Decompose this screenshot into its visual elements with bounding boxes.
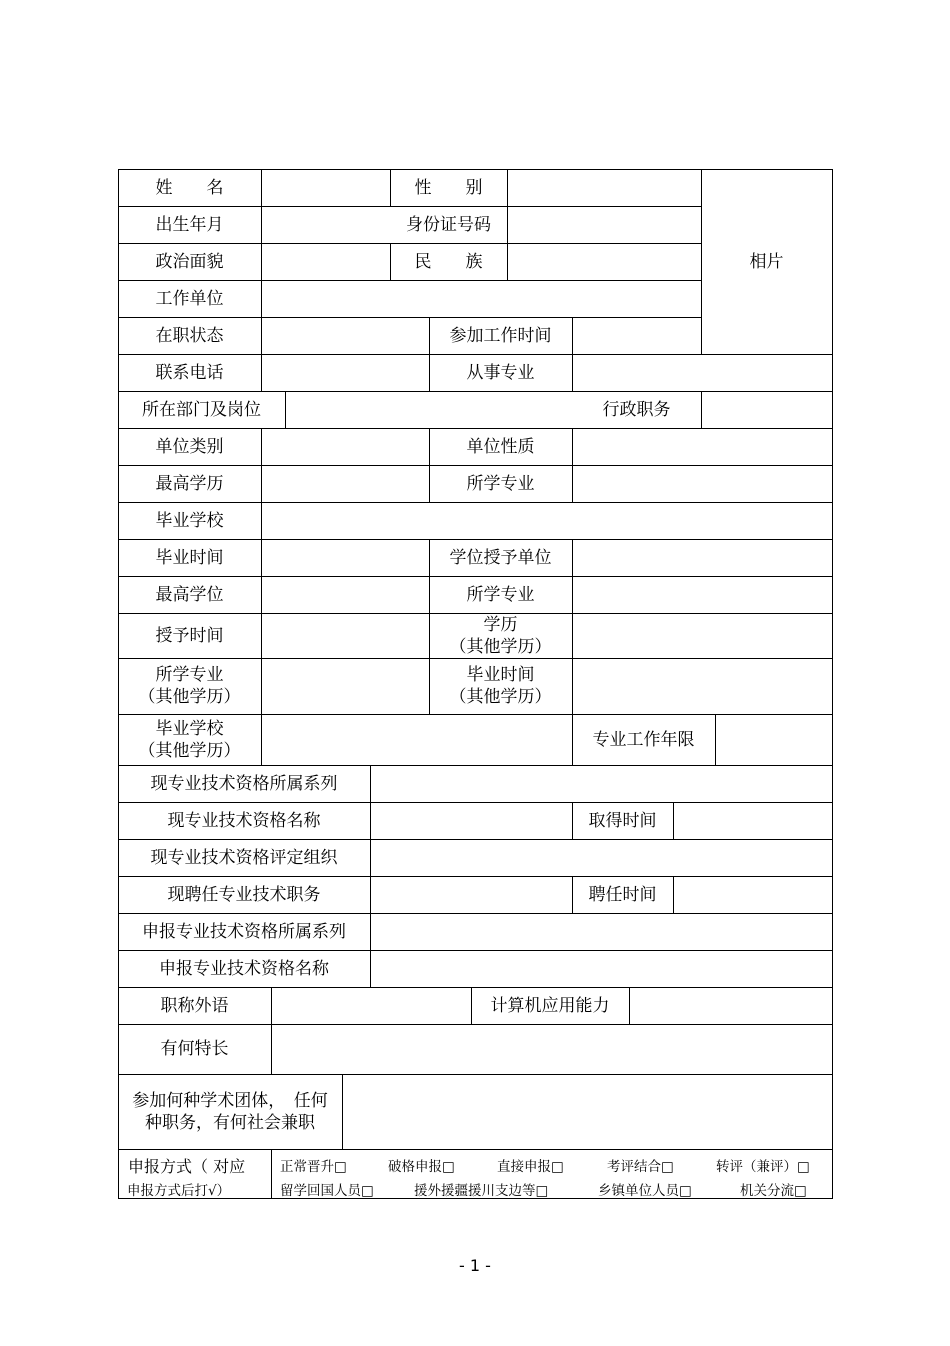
label-work-unit-text [156, 288, 224, 310]
label-work-unit-line: 工作单位 [155, 288, 224, 309]
foreign-lang-value[interactable] [272, 988, 471, 1024]
label-obtain-time [572, 802, 673, 839]
label-grant-time-line: 授予时间 [155, 625, 224, 646]
academic-value[interactable] [343, 1075, 832, 1149]
computer-value[interactable] [630, 988, 832, 1024]
label-ethnicity-line: 民 族 [414, 251, 483, 272]
label-political [118, 243, 261, 280]
label-talents-line: 有何特长 [160, 1039, 229, 1059]
grant-time-value[interactable] [262, 614, 429, 658]
cur-org-value[interactable] [371, 840, 832, 876]
label-academic-line: 参加何种学术团体， 任何 [132, 1090, 328, 1111]
label-gender [390, 169, 507, 206]
label-admin-post [572, 391, 701, 428]
label-cur-series-text [151, 773, 338, 795]
label-hire-time-line: 聘任时间 [588, 884, 657, 905]
dept-post-value[interactable] [286, 392, 572, 428]
label-other-grad-time-text [450, 664, 552, 708]
label-degree-unit [429, 539, 572, 576]
label-major-2-line: 所学专业 [466, 584, 535, 605]
highest-edu-value[interactable] [262, 466, 429, 502]
gender-value[interactable] [508, 170, 701, 206]
label-name [118, 169, 261, 206]
label-other-edu [429, 613, 572, 658]
label-other-grad-time-line: （其他学历） [449, 687, 552, 707]
method-township-checkbox[interactable]: 乡镇单位人员□ [598, 1183, 692, 1199]
label-other-edu-text [450, 614, 552, 658]
label-birth-text [156, 214, 224, 236]
label-cur-org [118, 839, 370, 876]
talents-value[interactable] [272, 1025, 832, 1074]
label-admin-post-line: 行政职务 [602, 399, 671, 420]
label-other-major-line: 所学专业 [155, 665, 224, 685]
label-photo-text [750, 251, 784, 273]
ethnicity-value[interactable] [508, 244, 701, 280]
label-other-school-line: （其他学历） [138, 740, 241, 761]
admin-post-value[interactable] [702, 392, 832, 428]
hire-time-value[interactable] [674, 877, 832, 913]
label-specialty [429, 354, 572, 391]
label-grant-time [118, 613, 261, 658]
method-title: 申报方式（ 对应 [128, 1157, 246, 1176]
label-phone [118, 354, 261, 391]
grad-school-value[interactable] [262, 503, 832, 539]
label-birth-line: 出生年月 [155, 214, 224, 235]
label-gender-text [415, 177, 483, 199]
obtain-time-value[interactable] [674, 803, 832, 839]
label-name-text [156, 177, 224, 199]
label-academic-line: 种职务，有何社会兼职 [145, 1112, 315, 1133]
label-apply-series-line: 申报专业技术资格所属系列 [142, 921, 346, 942]
label-work-years-text [593, 729, 695, 751]
grad-time-value[interactable] [262, 540, 429, 576]
work-start-value[interactable] [573, 318, 701, 354]
label-other-grad-time [429, 658, 572, 714]
label-unit-category-line: 单位类别 [155, 436, 224, 457]
apply-series-value[interactable] [371, 914, 832, 950]
label-grad-time-line: 毕业时间 [155, 547, 224, 568]
grid-hline [118, 1149, 833, 1150]
label-cur-org-text [151, 847, 338, 869]
label-obtain-time-text [589, 810, 657, 832]
other-school-value[interactable] [262, 715, 572, 765]
label-photo-line: 相片 [749, 251, 784, 272]
label-cur-name [118, 802, 370, 839]
unit-category-value[interactable] [262, 429, 429, 465]
label-hire-time [572, 876, 673, 913]
label-other-school-line: 毕业学校 [155, 718, 224, 739]
label-employment-status-line: 在职状态 [155, 325, 224, 346]
label-highest-degree-text [156, 584, 224, 606]
label-academic [118, 1074, 342, 1149]
label-grad-time [118, 539, 261, 576]
label-unit-nature [429, 428, 572, 465]
cur-name-value[interactable] [371, 803, 572, 839]
label-work-years [572, 714, 715, 765]
label-cur-name-text [168, 810, 321, 832]
label-employment-status [118, 317, 261, 354]
method-transfer-checkbox[interactable]: 转评（兼评）□ [716, 1159, 810, 1175]
method-subtitle: 申报方式后打√） [127, 1183, 231, 1199]
major-2-value[interactable] [573, 577, 832, 613]
method-direct-checkbox[interactable]: 直接申报□ [497, 1159, 564, 1175]
label-id-number-text [406, 214, 491, 236]
page-number: - 1 - [459, 1256, 491, 1275]
label-academic-text [132, 1090, 328, 1134]
label-major-1 [429, 465, 572, 502]
label-political-text [156, 251, 224, 273]
label-id-number-line: 身份证号码 [406, 214, 491, 235]
label-computer [471, 987, 629, 1024]
label-major-1-line: 所学专业 [466, 473, 535, 494]
label-degree-unit-text [450, 547, 552, 569]
label-work-unit [118, 280, 261, 317]
method-returnee-checkbox[interactable]: 留学回国人员□ [280, 1183, 374, 1199]
label-other-school [118, 714, 261, 765]
label-cur-post-text [168, 884, 321, 906]
label-birth [118, 206, 261, 243]
label-phone-line: 联系电话 [155, 362, 224, 383]
phone-value[interactable] [262, 355, 429, 391]
label-ethnicity [390, 243, 507, 280]
label-unit-category [118, 428, 261, 465]
label-id-number [390, 206, 507, 243]
label-other-major [118, 658, 261, 714]
label-apply-name [118, 950, 370, 987]
label-specialty-line: 从事专业 [466, 362, 535, 383]
label-other-edu-line: 学历 [483, 614, 518, 635]
label-computer-text [491, 995, 610, 1017]
label-talents-text [161, 1038, 229, 1060]
cur-post-value[interactable] [371, 877, 572, 913]
label-highest-edu-line: 最高学历 [155, 473, 224, 494]
label-foreign-lang-line: 职称外语 [160, 995, 229, 1016]
label-apply-series-text [142, 921, 346, 943]
label-admin-post-text [603, 399, 671, 421]
highest-degree-value[interactable] [262, 577, 429, 613]
political-value[interactable] [262, 244, 390, 280]
id-number-value[interactable] [508, 207, 701, 243]
major-1-value[interactable] [573, 466, 832, 502]
label-name-line: 姓 名 [155, 177, 224, 198]
label-grad-time-text [156, 547, 224, 569]
label-grant-time-text [156, 625, 224, 647]
label-major-2 [429, 576, 572, 613]
label-dept-post-line: 所在部门及岗位 [142, 399, 261, 420]
label-cur-name-line: 现专业技术资格名称 [167, 810, 321, 831]
label-work-start [429, 317, 572, 354]
label-highest-degree-line: 最高学位 [155, 584, 224, 605]
label-work-start-text [450, 325, 552, 347]
label-other-school-text [139, 718, 241, 762]
apply-name-value[interactable] [371, 951, 832, 987]
label-computer-line: 计算机应用能力 [490, 995, 610, 1016]
other-edu-value[interactable] [573, 614, 832, 658]
other-major-value[interactable] [262, 659, 429, 714]
unit-nature-value[interactable] [573, 429, 832, 465]
method-exam-review-checkbox[interactable]: 考评结合□ [607, 1159, 674, 1175]
label-cur-series-line: 现专业技术资格所属系列 [150, 773, 338, 794]
label-specialty-text [467, 362, 535, 384]
grid-vline [271, 1149, 272, 1199]
label-apply-name-line: 申报专业技术资格名称 [159, 958, 329, 979]
method-agency-diversion-checkbox[interactable]: 机关分流□ [740, 1183, 807, 1199]
name-value[interactable] [262, 170, 390, 206]
label-dept-post-text [142, 399, 261, 421]
degree-unit-value[interactable] [573, 540, 832, 576]
label-foreign-lang [118, 987, 271, 1024]
label-cur-post [118, 876, 370, 913]
label-highest-edu [118, 465, 261, 502]
label-unit-nature-text [467, 436, 535, 458]
method-exceptional-checkbox[interactable]: 破格申报□ [388, 1159, 455, 1175]
label-work-start-line: 参加工作时间 [449, 325, 552, 346]
label-major-2-text [467, 584, 535, 606]
label-gender-line: 性 别 [414, 177, 483, 198]
employment-status-value[interactable] [262, 318, 429, 354]
label-highest-edu-text [156, 473, 224, 495]
label-grad-school-text [156, 510, 224, 532]
cur-series-value[interactable] [371, 766, 832, 802]
label-obtain-time-line: 取得时间 [588, 810, 657, 831]
label-major-1-text [467, 473, 535, 495]
label-dept-post [118, 391, 285, 428]
other-grad-time-value[interactable] [573, 659, 832, 714]
label-other-edu-line: （其他学历） [449, 636, 552, 657]
method-aid-frontier-checkbox[interactable]: 援外援疆援川支边等□ [414, 1183, 549, 1199]
label-cur-org-line: 现专业技术资格评定组织 [150, 847, 338, 868]
label-apply-series [118, 913, 370, 950]
label-highest-degree [118, 576, 261, 613]
label-hire-time-text [589, 884, 657, 906]
birth-value[interactable] [262, 207, 390, 243]
specialty-value[interactable] [573, 355, 832, 391]
label-apply-name-text [159, 958, 329, 980]
label-other-grad-time-line: 毕业时间 [466, 665, 535, 685]
label-political-line: 政治面貌 [155, 251, 224, 272]
label-photo [701, 169, 832, 354]
work-unit-value[interactable] [262, 281, 701, 317]
label-employment-status-text [156, 325, 224, 347]
label-other-major-line: （其他学历） [138, 687, 241, 707]
label-cur-post-line: 现聘任专业技术职务 [167, 884, 321, 905]
label-cur-series [118, 765, 370, 802]
label-grad-school [118, 502, 261, 539]
grid-vline [832, 169, 833, 1199]
label-unit-category-text [156, 436, 224, 458]
label-foreign-lang-text [161, 995, 229, 1017]
label-grad-school-line: 毕业学校 [155, 510, 224, 531]
label-ethnicity-text [415, 251, 483, 273]
label-degree-unit-line: 学位授予单位 [449, 547, 552, 568]
label-phone-text [156, 362, 224, 384]
label-work-years-line: 专业工作年限 [592, 729, 695, 750]
work-years-value[interactable] [716, 715, 832, 765]
label-unit-nature-line: 单位性质 [466, 436, 535, 457]
label-talents [118, 1024, 271, 1074]
method-regular-promotion-checkbox[interactable]: 正常晋升□ [280, 1159, 347, 1175]
label-other-major-text [139, 664, 241, 708]
